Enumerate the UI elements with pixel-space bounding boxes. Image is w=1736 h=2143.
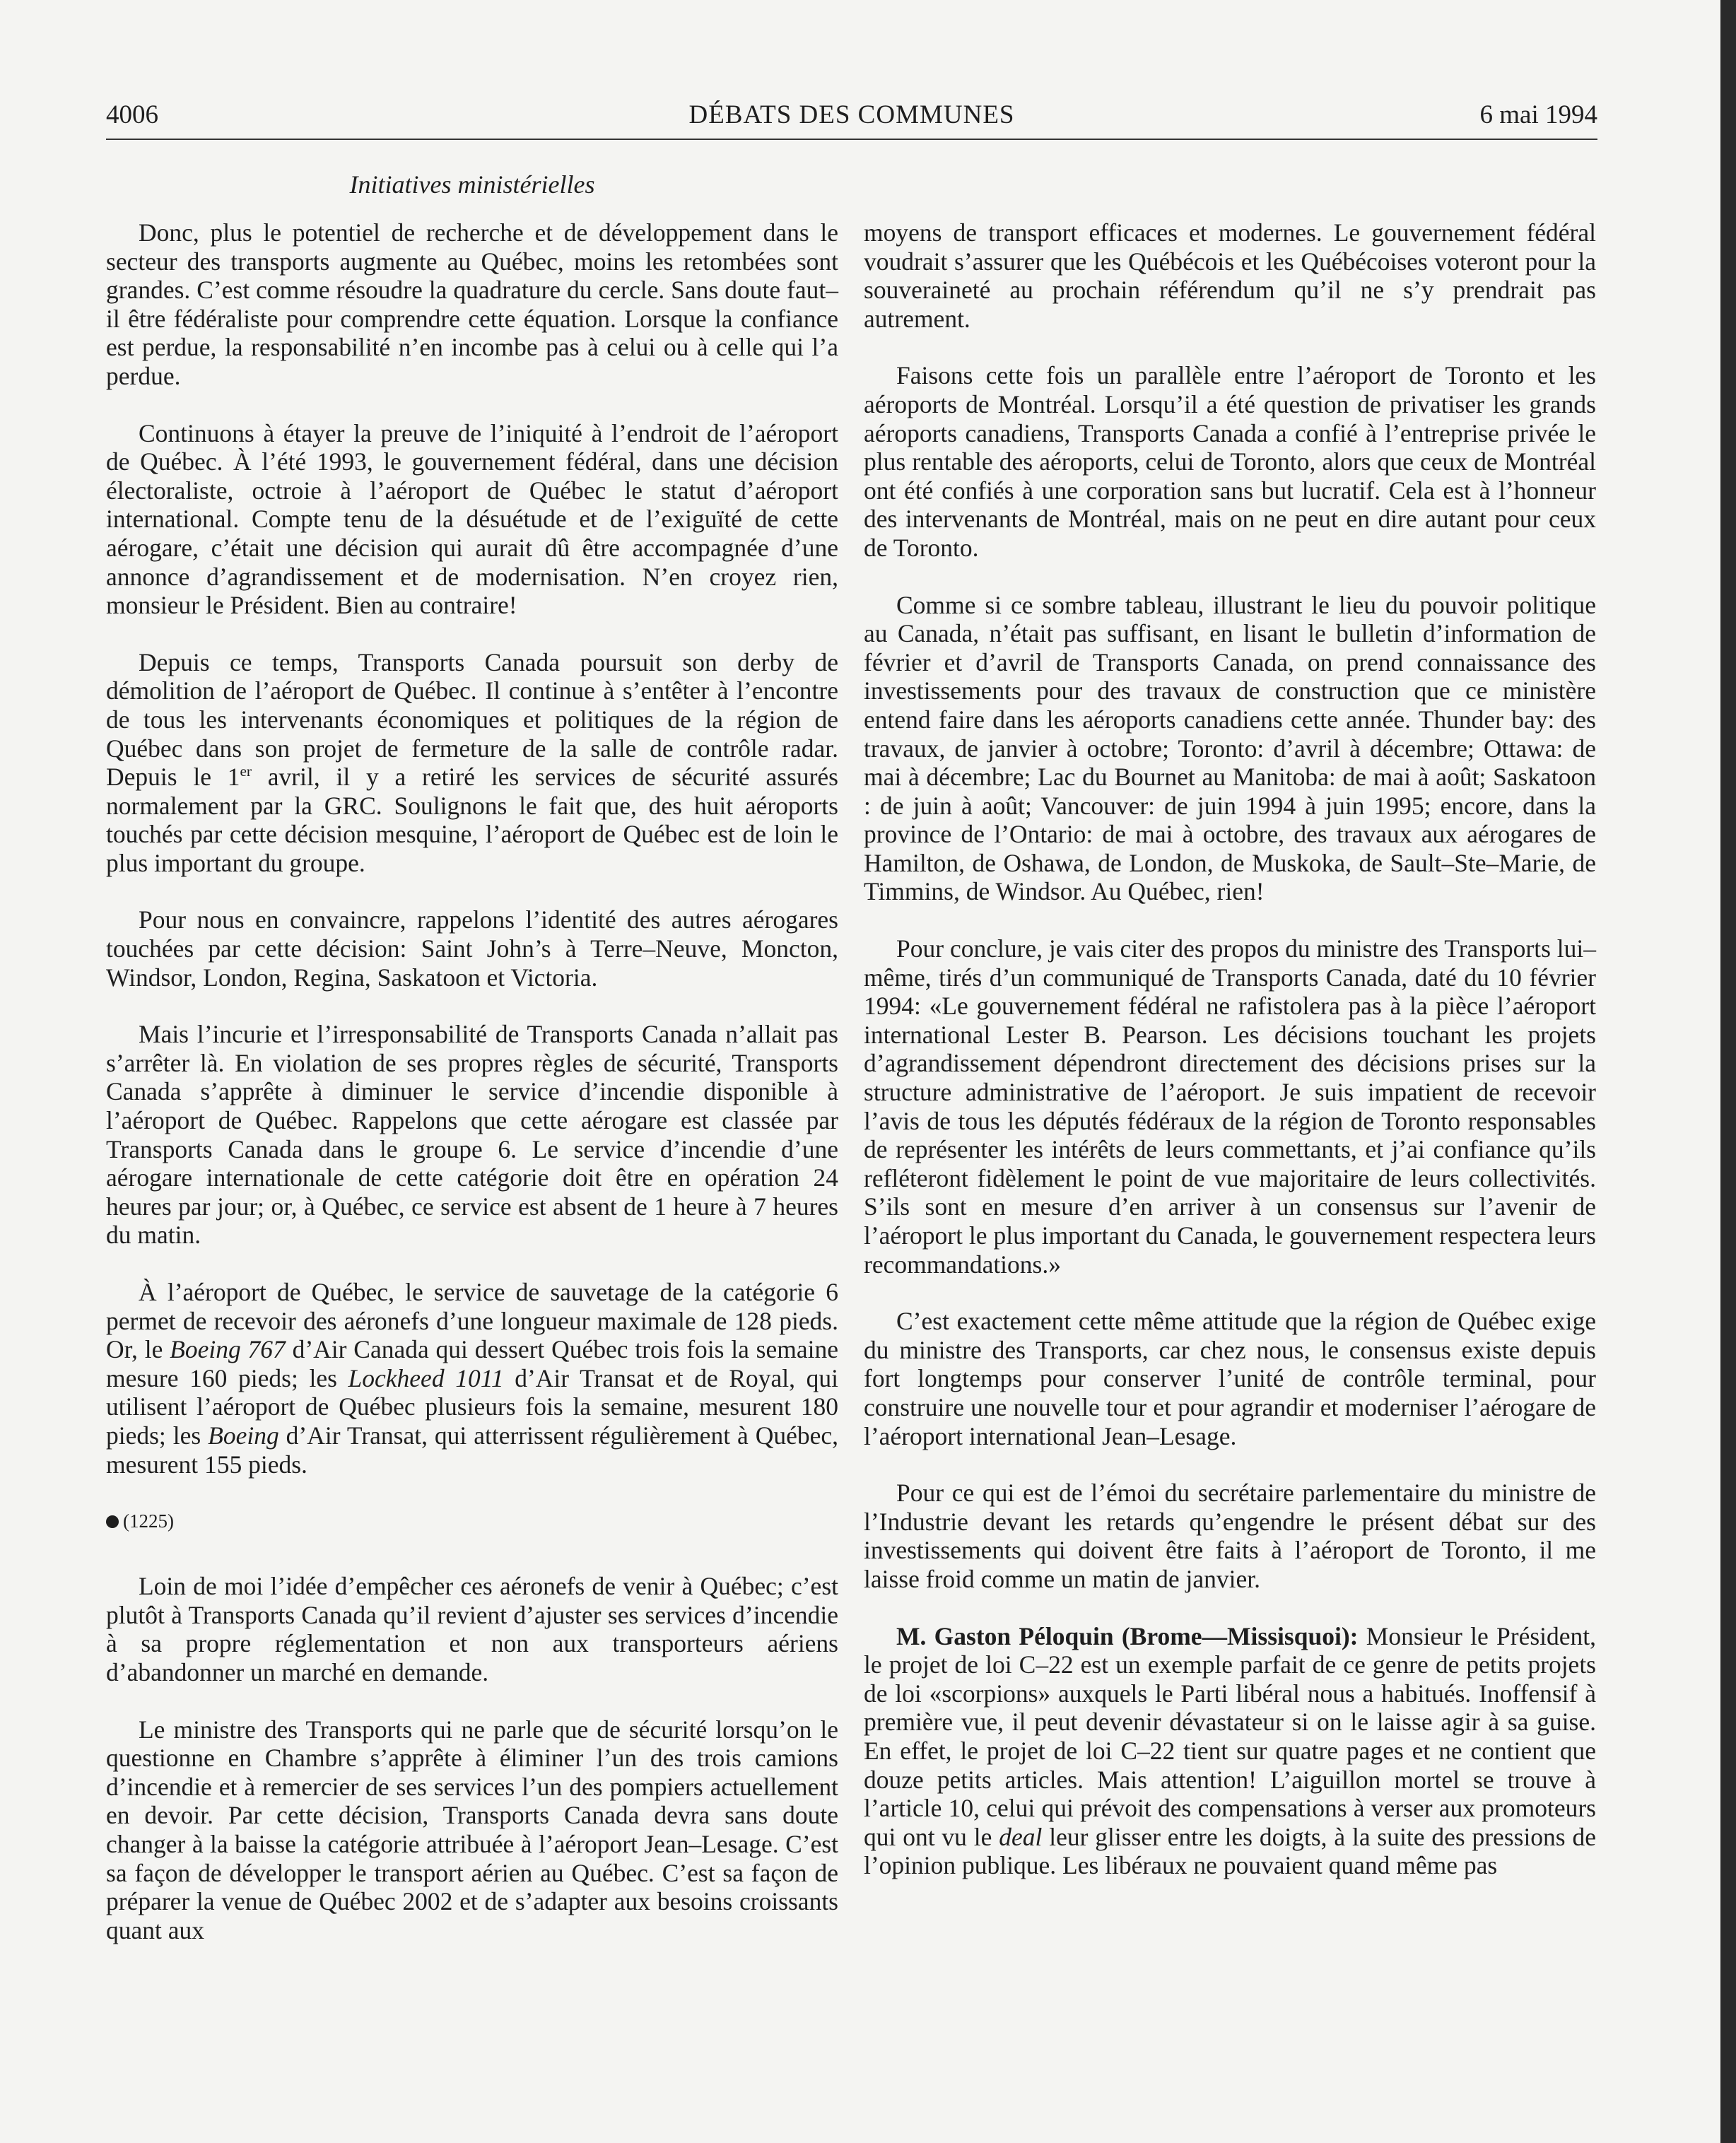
paragraph: moyens de transport efficaces et modernes. Le gouvernement fédéral voudrait s’assurer que les Québécois et les Québécoises voteront pour la souveraineté au prochain référendum qu’il ne s’y prendrait pas autrement. (864, 218, 1596, 333)
time-marker: (1225) (106, 1507, 838, 1535)
superscript: er (240, 763, 252, 780)
right-column (864, 218, 1596, 1880)
page-number: 4006 (106, 100, 158, 129)
italic-term: deal (999, 1822, 1043, 1851)
paragraph: Donc, plus le potentiel de recherche et de développement dans le secteur des transports augmente au Québec, moins les retombées sont grandes. C’est comme résoudre la quadrature du cercle. Sans doute faut–il être fédéraliste pour comprendre cette équation. Lorsque la confiance est perdue, la responsabilité n’en incombe pas à celui ou à celle qui l’a perdue. (106, 218, 838, 390)
speaker-name: M. Gaston Péloquin (Brome—Missisquoi): (896, 1621, 1359, 1650)
left-column (106, 218, 838, 1944)
paragraph: Faisons cette fois un parallèle entre l’aéroport de Toronto et les aéroports de Montréal. Lorsqu’il a été question de privatiser les grands aéroports canadiens, Transports Canada a confié à l’entreprise privée le plus rentable des aéroports, celui de Toronto, alors que ceux de Montréal ont été confiés à une corporation sans but lucratif. Cela est à l’honneur des intervenants de Montréal, mais on ne peut en dire autant pour ceux de Toronto. (864, 361, 1596, 562)
bullet-icon (106, 1515, 119, 1528)
paragraph: Depuis ce temps, Transports Canada poursuit son derby de démolition de l’aéroport de Québec. Il continue à s’entêter à l’encontre de tous les intervenants économiques et politiques de la région de Québec dans son projet de fermeture de la salle de contrôle radar. Depuis le 1er avril, il y a retiré les services de sécurité assurés normalement par la GRC. Soulignons le fait que, des huit aéroports touchés par cette décision mesquine, l’aéroport de Québec est de loin le plus important du groupe. (106, 647, 838, 877)
aircraft-name: Boeing (208, 1421, 279, 1450)
page-header (106, 98, 1597, 140)
paragraph: Le ministre des Transports qui ne parle que de sécurité lorsqu’on le questionne en Chambre s’apprête à éliminer l’un des trois camions d’incendie et à remercier de ses services l’un des pompiers actuellement en devoir. Par cette décision, Transports Canada devra sans doute changer à la baisse la catégorie attribuée à l’aéroport Jean–Lesage. C’est sa façon de développer le transport aérien au Québec. C’est sa façon de préparer la venue de Québec 2002 et de s’adapter aux besoins croissants quant aux (106, 1715, 838, 1944)
paragraph: Pour nous en convaincre, rappelons l’identité des autres aérogares touchées par cette décision: Saint John’s à Terre–Neuve, Moncton, Windsor, London, Regina, Saskatoon et Victoria. (106, 905, 838, 992)
aircraft-name: Lockheed 1011 (348, 1363, 504, 1392)
scan-edge-bar (1720, 0, 1736, 2143)
paragraph: Mais l’incurie et l’irresponsabilité de Transports Canada n’allait pas s’arrêter là. En violation de ses propres règles de sécurité, Transports Canada s’apprête à diminuer le service d’incendie disponible à l’aéroport de Québec. Rappelons que cette aérogare est classée par Transports Canada dans le groupe 6. Le service d’incendie d’une aérogare internationale de cette catégorie doit être en opération 24 heures par jour; or, à Québec, ce service est absent de 1 heure à 7 heures du matin. (106, 1020, 838, 1250)
publication-title: DÉBATS DES COMMUNES (688, 100, 1015, 129)
paragraph: Pour ce qui est de l’émoi du secrétaire parlementaire du ministre de l’Industrie devant les retards qu’engendre le présent débat sur des investissements qui doivent être faits à l’aéroport de Toronto, il me laisse froid comme un matin de janvier. (864, 1479, 1596, 1593)
paragraph: C’est exactement cette même attitude que la région de Québec exige du ministre des Transports, car chez nous, le consensus existe depuis fort longtemps pour conserver l’unité de contrôle terminal, pour construire une nouvelle tour et pour agrandir et moderniser l’aérogare de l’aéroport international Jean–Lesage. (864, 1307, 1596, 1450)
section-title: Initiatives ministérielles (349, 170, 595, 199)
aircraft-name: Boeing 767 (170, 1335, 286, 1364)
paragraph: Comme si ce sombre tableau, illustrant le lieu du pouvoir politique au Canada, n’était pas suffisant, en lisant le bulletin d’information de février et d’avril de Transports Canada, on prend connaissance des investissements pour des travaux de construction que ce ministère entend faire dans les aéroports canadiens cette année. Thunder bay: des travaux, de janvier à octobre; Toronto: d’avril à décembre; Ottawa: de mai à décembre; Lac du Bournet au Manitoba: de mai à août; Saskatoon : de juin à août; Vancouver: de juin 1994 à juin 1995; encore, dans la province de l’Ontario: de mai à octobre, des travaux aux aérogares de Hamilton, de Oshawa, de London, de Muskoka, de Sault–Ste–Marie, de Timmins, de Windsor. Au Québec, rien! (864, 590, 1596, 906)
publication-date: 6 mai 1994 (1479, 100, 1597, 129)
paragraph: Pour conclure, je vais citer des propos du ministre des Transports lui–même, tirés d’un communiqué de Transports Canada, daté du 10 février 1994: «Le gouvernement fédéral ne rafistolera pas à la pièce l’aéroport international Lester B. Pearson. Les décisions touchant les projets d’agrandissement dépendront directement des décisions prises sur la structure administrative de l’aéroport. Je suis impatient de recevoir l’avis de tous les députés fédéraux de la région de Toronto responsables de représenter les intérêts de leurs commettants, et j’ai confiance qu’ils refléteront fidèlement le point de vue majoritaire de leurs collectivités. S’ils sont en mesure d’en arriver à un consensus sur l’avenir de l’aéroport le plus important du Canada, le gouvernement respectera leurs recommandations.» (864, 934, 1596, 1279)
paragraph: M. Gaston Péloquin (Brome—Missisquoi): Monsieur le Président, le projet de loi C–22 est un exemple parfait de ce genre de petits projets de loi «scorpions» auxquels le Parti libéral nous a habitués. Inoffensif à première vue, il peut devenir dévastateur si on le laisse agir à sa guise. En effet, le projet de loi C–22 tient sur quatre pages et ne contient que douze petits articles. Mais attention! L’aiguillon mortel se trouve à l’article 10, celui qui prévoit des compensations à verser aux promoteurs qui ont vu le deal leur glisser entre les doigts, à la suite des pressions de l’opinion publique. Les libéraux ne pouvaient quand même pas (864, 1621, 1597, 1880)
paragraph: À l’aéroport de Québec, le service de sauvetage de la catégorie 6 permet de recevoir des aéronefs d’une longueur maximale de 128 pieds. Or, le Boeing 767 d’Air Canada qui dessert Québec trois fois la semaine mesure 160 pieds; les Lockheed 1011 d’Air Transat et de Royal, qui utilisent l’aéroport de Québec plusieurs fois la semaine, mesurent 180 pieds; les Boeing d’Air Transat, qui atterrissent régulièrement à Québec, mesurent 155 pieds. (106, 1278, 839, 1479)
paragraph: Continuons à étayer la preuve de l’iniquité à l’endroit de l’aéroport de Québec. À l’été 1993, le gouvernement fédéral, dans une décision électoraliste, octroie à l’aéroport de Québec le statut d’aéroport international. Compte tenu de la désuétude et de l’exiguïté de cette aérogare, c’était une décision qui aurait dû être accompagnée d’une annonce d’agrandissement et de modernisation. N’en croyez rien, monsieur le Président. Bien au contraire! (106, 418, 838, 620)
paragraph: Loin de moi l’idée d’empêcher ces aéronefs de venir à Québec; c’est plutôt à Transports Canada qu’il revient d’ajuster ses services d’incendie à sa propre réglementation et non aux transporteurs aériens d’abandonner un marché en demande. (106, 1572, 838, 1686)
